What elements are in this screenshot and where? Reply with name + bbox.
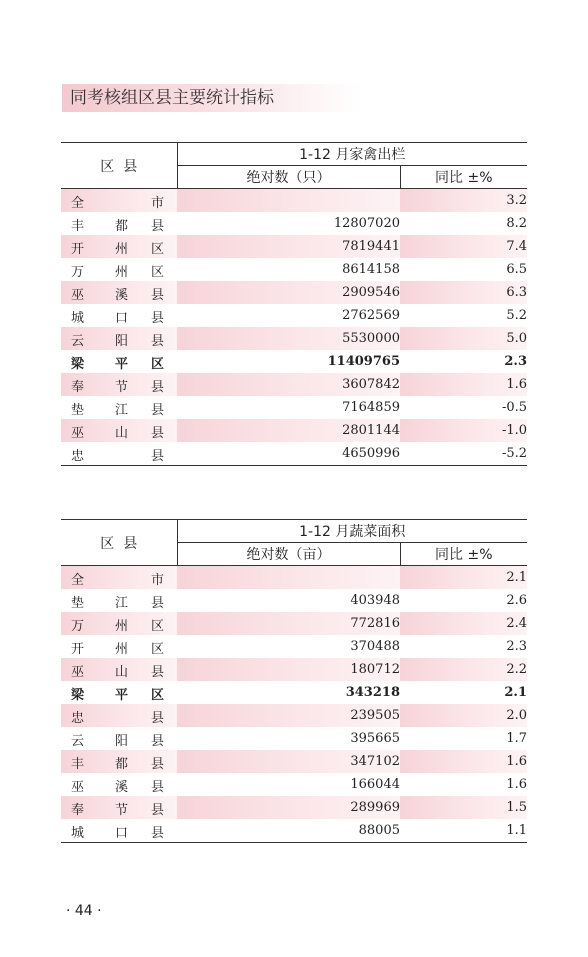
group-header: 1-12 月家禽出栏 xyxy=(177,143,527,166)
region-char: 梁 xyxy=(71,688,85,703)
region-char: 梁 xyxy=(71,357,85,372)
region-char: 县 xyxy=(151,734,165,749)
pct-header: 同比 ±% xyxy=(400,166,527,189)
table-row xyxy=(61,258,527,281)
region-char: 州 xyxy=(115,265,129,280)
region-name xyxy=(61,396,177,419)
region-name xyxy=(61,773,177,796)
region-char: 巫 xyxy=(71,665,85,680)
absolute-value: 395665 xyxy=(350,731,400,746)
yoy-percent: 2.2 xyxy=(400,658,527,681)
region-char: 县 xyxy=(151,288,165,303)
region-name xyxy=(61,566,177,590)
region-char: 巫 xyxy=(71,780,85,795)
yoy-percent: 7.4 xyxy=(400,235,527,258)
region-char: 县 xyxy=(151,826,165,841)
region-char: 州 xyxy=(115,619,129,634)
region-char: 县 xyxy=(151,334,165,349)
region-char: 万 xyxy=(71,619,85,634)
region-char: 市 xyxy=(151,573,165,588)
region-char: 平 xyxy=(115,357,129,372)
yoy-percent: 2.6 xyxy=(506,593,528,608)
region-char: 县 xyxy=(151,403,165,418)
table-row xyxy=(61,419,527,442)
yoy-percent: 5.0 xyxy=(400,327,527,350)
region-char: 县 xyxy=(151,426,165,441)
abs-header: 绝对数（只） xyxy=(177,166,400,189)
table-row xyxy=(61,658,527,681)
region-char: 城 xyxy=(71,311,85,326)
region-char: 县 xyxy=(151,311,165,326)
table-row xyxy=(61,350,527,373)
region-char: 万 xyxy=(71,265,85,280)
pct-header: 同比 ±% xyxy=(400,543,527,566)
region-char: 县 xyxy=(151,803,165,818)
region-char: 区 xyxy=(151,242,165,257)
absolute-value: 343218 xyxy=(345,685,400,700)
absolute-value xyxy=(177,566,400,590)
region-char: 州 xyxy=(115,242,129,257)
yoy-percent: -0.5 xyxy=(501,400,528,415)
region-char: 阳 xyxy=(115,734,129,749)
yoy-percent: 5.2 xyxy=(506,308,528,323)
region-char: 城 xyxy=(71,826,85,841)
region-name xyxy=(61,327,177,350)
table-row xyxy=(61,189,527,213)
table-row xyxy=(61,304,527,327)
table-row xyxy=(61,442,527,466)
region-char: 都 xyxy=(115,757,129,772)
region-header: 区 县 xyxy=(61,143,177,189)
region-name xyxy=(61,212,177,235)
table-row xyxy=(61,396,527,419)
page-number: · 44 · xyxy=(66,903,102,919)
table-row xyxy=(61,373,527,396)
table-row xyxy=(61,796,527,819)
region-char: 开 xyxy=(71,242,85,257)
region-char: 平 xyxy=(115,688,129,703)
absolute-value: 4650996 xyxy=(177,442,400,466)
group-header: 1-12 月蔬菜面积 xyxy=(177,520,527,543)
absolute-value: 2909546 xyxy=(177,281,400,304)
region-header: 区 县 xyxy=(61,520,177,566)
yoy-percent: 1.1 xyxy=(400,819,527,843)
absolute-value: 7164859 xyxy=(342,400,400,415)
yoy-percent: 1.6 xyxy=(506,777,528,792)
region-char: 溪 xyxy=(115,780,129,795)
region-char: 江 xyxy=(115,403,129,418)
section-title: 同考核组区县主要统计指标 xyxy=(62,84,362,112)
region-char: 县 xyxy=(151,449,165,464)
region-char: 阳 xyxy=(115,334,129,349)
region-char: 区 xyxy=(151,688,165,703)
absolute-value: 2801144 xyxy=(177,419,400,442)
yoy-percent: 2.4 xyxy=(400,612,527,635)
yoy-percent: -5.2 xyxy=(400,442,527,466)
region-char: 县 xyxy=(151,665,165,680)
region-name xyxy=(61,658,177,681)
absolute-value: 772816 xyxy=(177,612,400,635)
absolute-value: 8614158 xyxy=(342,262,400,277)
poultry-table xyxy=(61,142,527,466)
region-char: 区 xyxy=(151,265,165,280)
region-char: 州 xyxy=(115,642,129,657)
absolute-value: 12807020 xyxy=(333,216,400,231)
region-char: 区 xyxy=(151,642,165,657)
region-name xyxy=(61,796,177,819)
region-char: 县 xyxy=(151,596,165,611)
region-char: 溪 xyxy=(115,288,129,303)
region-char: 开 xyxy=(71,642,85,657)
region-name xyxy=(61,189,177,213)
yoy-percent: 1.7 xyxy=(506,731,528,746)
yoy-percent: 6.3 xyxy=(400,281,527,304)
region-char: 云 xyxy=(71,734,85,749)
table-row xyxy=(61,212,527,235)
table-row xyxy=(61,281,527,304)
region-char: 节 xyxy=(115,380,129,395)
region-char: 口 xyxy=(115,826,129,841)
region-char: 巫 xyxy=(71,288,85,303)
region-char: 区 xyxy=(151,357,165,372)
region-char: 丰 xyxy=(71,757,85,772)
region-name xyxy=(61,589,177,612)
absolute-value: 5530000 xyxy=(177,327,400,350)
absolute-value: 11409765 xyxy=(327,354,400,369)
region-char: 县 xyxy=(151,219,165,234)
absolute-value: 289969 xyxy=(177,796,400,819)
region-char: 县 xyxy=(151,711,165,726)
region-name xyxy=(61,235,177,258)
absolute-value: 7819441 xyxy=(177,235,400,258)
region-name xyxy=(61,442,177,466)
region-name xyxy=(61,258,177,281)
absolute-value: 370488 xyxy=(350,639,400,654)
table-row xyxy=(61,704,527,727)
region-char: 巫 xyxy=(71,426,85,441)
yoy-percent: 3.2 xyxy=(400,189,527,213)
region-char: 口 xyxy=(115,311,129,326)
region-name xyxy=(61,281,177,304)
yoy-percent: 1.6 xyxy=(400,373,527,396)
region-char: 忠 xyxy=(71,711,85,726)
yoy-percent: 6.5 xyxy=(506,262,528,277)
absolute-value: 239505 xyxy=(177,704,400,727)
absolute-value: 403948 xyxy=(350,593,400,608)
region-char: 山 xyxy=(115,665,129,680)
yoy-percent: 1.5 xyxy=(400,796,527,819)
absolute-value: 180712 xyxy=(177,658,400,681)
region-char: 垫 xyxy=(71,596,85,611)
region-name xyxy=(61,704,177,727)
table-row xyxy=(61,681,527,704)
absolute-value: 88005 xyxy=(177,819,400,843)
absolute-value: 2762569 xyxy=(342,308,400,323)
table-row xyxy=(61,727,527,750)
region-char: 区 xyxy=(151,619,165,634)
yoy-percent: 2.3 xyxy=(506,639,528,654)
absolute-value: 347102 xyxy=(177,750,400,773)
region-char: 全 xyxy=(71,573,85,588)
region-name xyxy=(61,350,177,373)
yoy-percent: 2.1 xyxy=(504,685,528,700)
table-row xyxy=(61,566,527,590)
region-name xyxy=(61,819,177,843)
region-char: 县 xyxy=(151,380,165,395)
table-row xyxy=(61,750,527,773)
yoy-percent: -1.0 xyxy=(400,419,527,442)
region-name xyxy=(61,612,177,635)
yoy-percent: 2.3 xyxy=(504,354,528,369)
region-char: 县 xyxy=(151,780,165,795)
region-char: 都 xyxy=(115,219,129,234)
table-row xyxy=(61,589,527,612)
region-char: 山 xyxy=(115,426,129,441)
region-name xyxy=(61,681,177,704)
yoy-percent: 2.0 xyxy=(400,704,527,727)
vegetable-table xyxy=(61,519,527,843)
region-char: 垫 xyxy=(71,403,85,418)
abs-header: 绝对数（亩） xyxy=(177,543,400,566)
region-name xyxy=(61,750,177,773)
region-name xyxy=(61,419,177,442)
table-row xyxy=(61,612,527,635)
absolute-value: 3607842 xyxy=(177,373,400,396)
yoy-percent: 2.1 xyxy=(400,566,527,590)
table-row xyxy=(61,327,527,350)
region-char: 江 xyxy=(115,596,129,611)
absolute-value: 166044 xyxy=(350,777,400,792)
region-char: 节 xyxy=(115,803,129,818)
table-row xyxy=(61,635,527,658)
region-char: 丰 xyxy=(71,219,85,234)
yoy-percent: 1.6 xyxy=(400,750,527,773)
region-char: 奉 xyxy=(71,380,85,395)
table-row xyxy=(61,819,527,843)
region-char: 云 xyxy=(71,334,85,349)
absolute-value xyxy=(177,189,400,213)
region-name xyxy=(61,727,177,750)
region-name xyxy=(61,304,177,327)
region-name xyxy=(61,635,177,658)
region-char: 市 xyxy=(151,196,165,211)
yoy-percent: 8.2 xyxy=(506,216,528,231)
region-char: 县 xyxy=(151,757,165,772)
region-char: 全 xyxy=(71,196,85,211)
table-row xyxy=(61,235,527,258)
region-char: 忠 xyxy=(71,449,85,464)
region-name xyxy=(61,373,177,396)
table-row xyxy=(61,773,527,796)
region-char: 奉 xyxy=(71,803,85,818)
